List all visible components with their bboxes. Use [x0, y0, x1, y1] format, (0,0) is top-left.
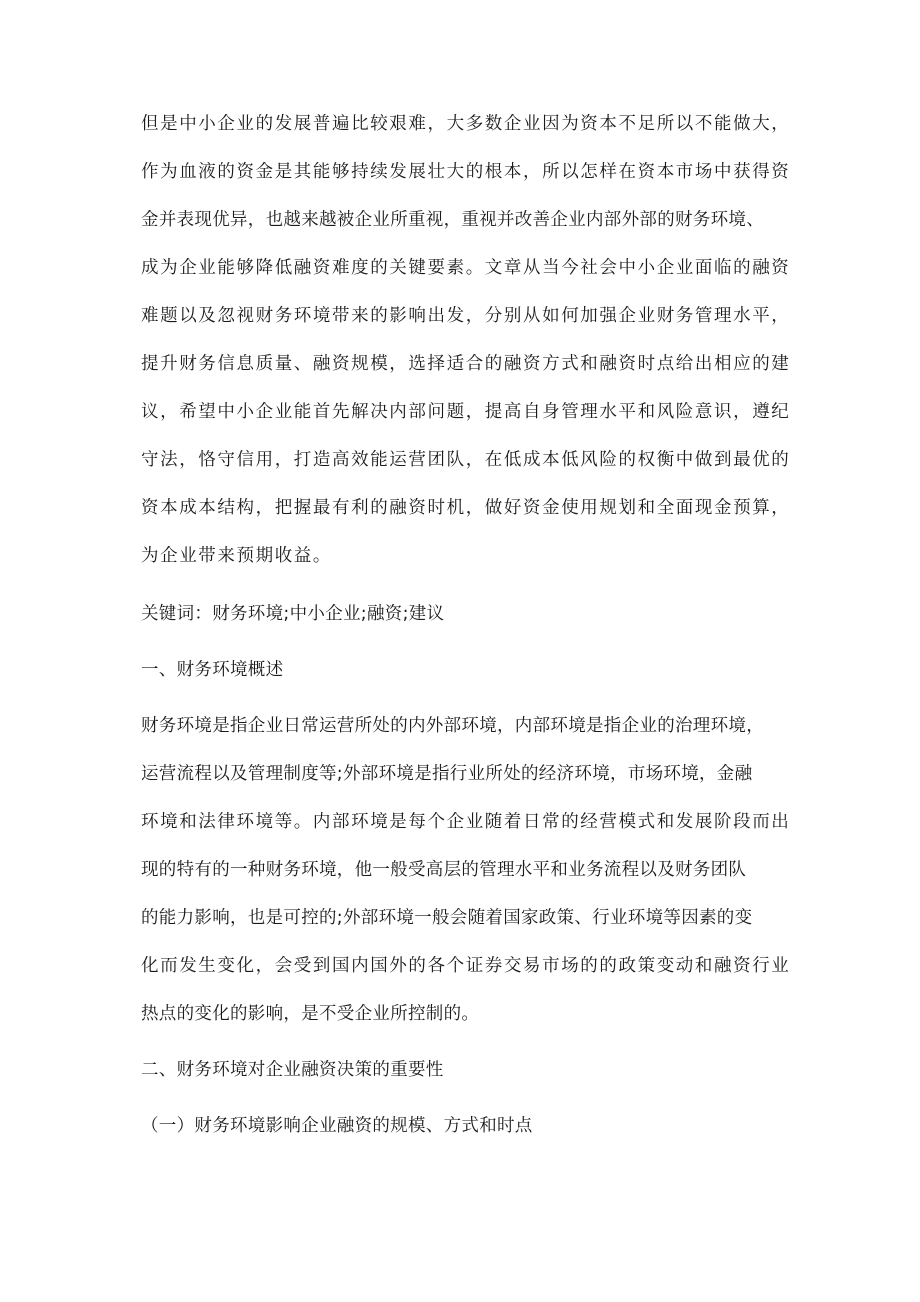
body-line: 化而发生变化，会受到国内国外的各个证券交易市场的的政策变动和融资行业 — [141, 956, 791, 976]
body-line: 环境和法律环境等。内部环境是每个企业随着日常的经营模式和发展阶段而出 — [141, 812, 791, 832]
body-line: 财务环境是指企业日常运营所处的内外部环境，内部环境是指企业的治理环境， — [141, 716, 764, 736]
body-line: 的能力影响，也是可控的;外部环境一般会随着国家政策、行业环境等因素的变 — [141, 908, 753, 928]
abstract-line: 守法，恪守信用，打造高效能运营团队，在低成本低风险的权衡中做到最优的 — [141, 450, 791, 470]
section-heading: 一、财务环境概述 — [141, 660, 284, 680]
abstract-line: 议，希望中小企业能首先解决内部问题，提高自身管理水平和风险意识，遵纪 — [141, 402, 791, 422]
abstract-line: 提升财务信息质量、融资规模，选择适合的融资方式和融资时点给出相应的建 — [141, 354, 791, 374]
subsection-heading: （一）财务环境影响企业融资的规模、方式和时点 — [141, 1116, 533, 1136]
abstract-line: 金并表现优异，也越来越被企业所重视，重视并改善企业内部外部的财务环境、 — [141, 210, 764, 230]
body-line: 热点的变化的影响，是不受企业所控制的。 — [141, 1004, 480, 1024]
keywords: 关键词：财务环境;中小企业;融资;建议 — [141, 604, 445, 624]
abstract-line: 成为企业能够降低融资难度的关键要素。文章从当今社会中小企业面临的融资 — [141, 258, 791, 278]
section-heading: 二、财务环境对企业融资决策的重要性 — [141, 1060, 444, 1080]
abstract-line: 但是中小企业的发展普遍比较艰难，大多数企业因为资本不足所以不能做大， — [141, 114, 791, 134]
abstract-line: 资本成本结构，把握最有利的融资时机，做好资金使用规划和全面现金预算， — [141, 498, 791, 518]
body-line: 运营流程以及管理制度等;外部环境是指行业所处的经济环境，市场环境，金融 — [141, 764, 753, 784]
body-line: 现的特有的一种财务环境，他一般受高层的管理水平和业务流程以及财务团队 — [141, 860, 747, 880]
abstract-line: 难题以及忽视财务环境带来的影响出发，分别从如何加强企业财务管理水平， — [141, 306, 791, 326]
abstract-line: 为企业带来预期收益。 — [141, 546, 332, 566]
abstract-line: 作为血液的资金是其能够持续发展壮大的根本，所以怎样在资本市场中获得资 — [141, 162, 791, 182]
